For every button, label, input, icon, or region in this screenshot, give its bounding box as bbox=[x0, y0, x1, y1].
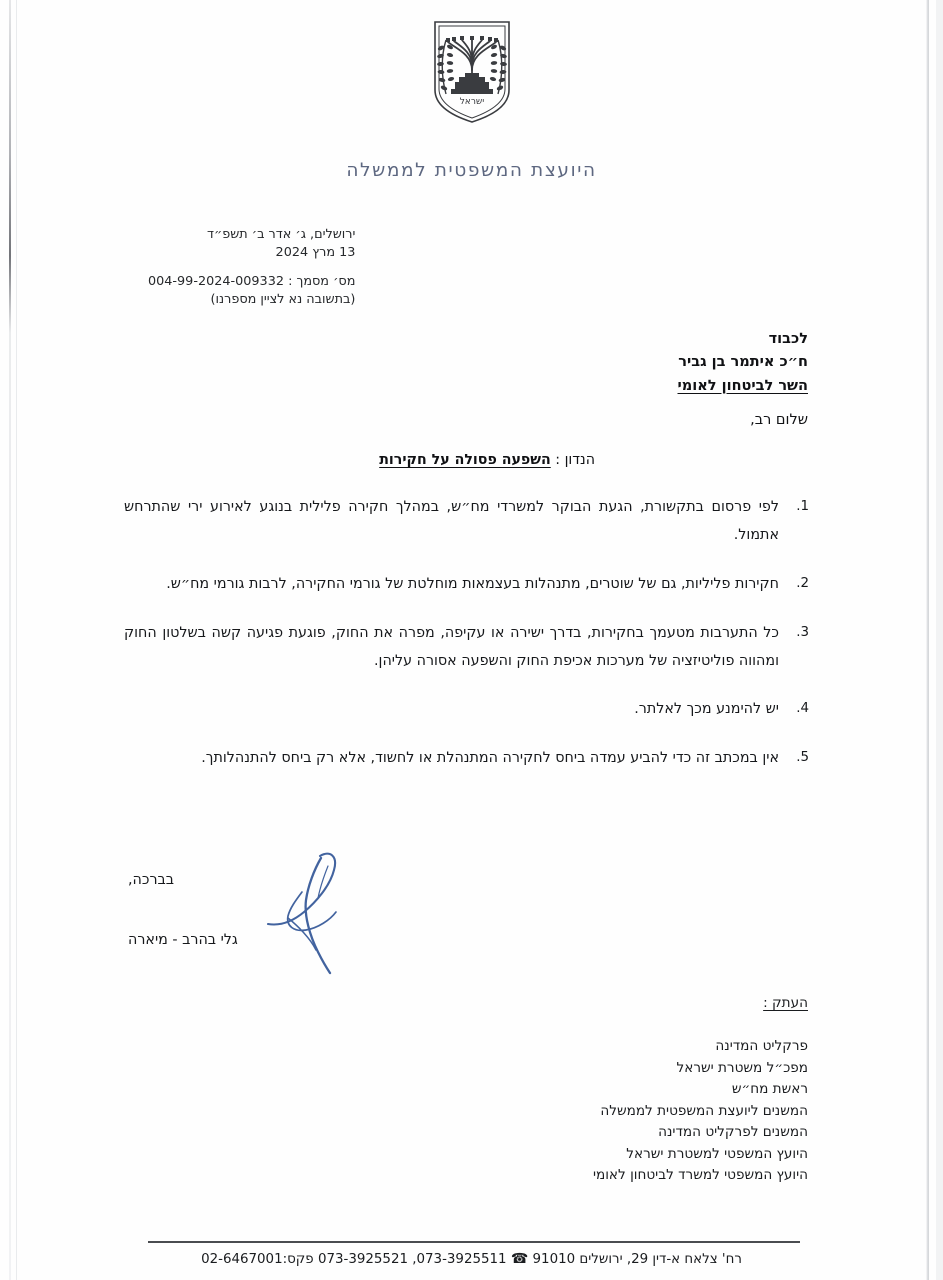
addressee-block bbox=[678, 328, 809, 398]
footer-fax-number: 02-6467001 bbox=[201, 1252, 283, 1267]
cc-recipient: היועץ המשפטי למשרד לביטחון לאומי bbox=[592, 1167, 808, 1184]
clause-item bbox=[124, 571, 809, 599]
cc-recipient: היועץ המשפטי למשטרת ישראל bbox=[626, 1145, 808, 1162]
addressee-salutation: לכבוד bbox=[768, 331, 808, 347]
cc-recipient-list bbox=[593, 1036, 808, 1186]
clause-item bbox=[124, 620, 809, 676]
telephone-icon: ☎ bbox=[510, 1251, 529, 1267]
cc-recipient: ראשת מח״ש bbox=[731, 1081, 808, 1098]
clause-marker: .2 bbox=[796, 575, 809, 591]
clause-item bbox=[124, 745, 809, 773]
clause-text: יש להימנע מכך לאלתר. bbox=[634, 701, 779, 718]
footer-address: רח' צלאח א-דין 29, ירושלים 91010 bbox=[532, 1252, 742, 1267]
footer-phone-separator: , bbox=[412, 1252, 417, 1267]
clause-text: חקירות פליליות, גם של שוטרים, מתנהלות בעצמאות מוחלטת של גורמי החקירה, לרבות גורמי מח״ש. bbox=[166, 575, 779, 592]
signatory-name: גלי בהרב - מיארה bbox=[128, 932, 238, 948]
clause-text: לפי פרסום בתקשורת, הגעת הבוקר למשרדי מח״ש, במהלך חקירה פלילית בנוגע לאירוע ירי שהתרחש אתמול. bbox=[124, 499, 779, 543]
cc-recipient: המשנים ליועצת המשפטית לממשלה bbox=[600, 1102, 808, 1119]
clause-text: אין במכתב זה כדי להביע עמדה ביחס לחקירה המתנהלת או לחשוד, אלא רק ביחס להתנהלותך. bbox=[201, 750, 779, 767]
clause-marker: .3 bbox=[796, 624, 809, 640]
signature-block bbox=[128, 872, 358, 948]
subject-line bbox=[379, 452, 595, 468]
signature-closing: בברכה, bbox=[128, 872, 175, 888]
subject-label: הנדון : bbox=[555, 452, 595, 468]
addressee-name: ח״כ איתמר בן גביר bbox=[678, 354, 808, 371]
clause-list bbox=[124, 494, 811, 794]
footer-divider bbox=[148, 1241, 800, 1243]
clause-item bbox=[124, 494, 809, 550]
clause-marker: .5 bbox=[796, 750, 809, 766]
cc-recipient: פרקליט המדינה bbox=[715, 1038, 808, 1055]
letter-metadata bbox=[148, 226, 355, 310]
footer-phone-secondary: 073-3925521 bbox=[317, 1252, 408, 1267]
organization-title: היועצת המשפטית לממשלה bbox=[346, 160, 597, 181]
footer-phone-primary: 073-3925511 bbox=[416, 1252, 507, 1267]
reply-note: (בתשובה נא לציין מספרנו) bbox=[210, 292, 356, 308]
footer-contact bbox=[0, 1251, 943, 1267]
clause-marker: .1 bbox=[796, 499, 809, 514]
date-hebrew: ירושלים, ג׳ אדר ב׳ תשפ״ד bbox=[207, 227, 356, 242]
document-number-value: 004-99-2024-009332 bbox=[148, 274, 284, 290]
addressee-title: השר לביטחון לאומי bbox=[677, 377, 808, 394]
cc-title: העתק : bbox=[763, 995, 808, 1011]
emblem-caption: ישראל bbox=[459, 97, 484, 107]
subject-value: השפעה פסולה על חקירות bbox=[379, 452, 551, 468]
clause-text: כל התערבות מטעמך בחקירות, בדרך ישירה או עקיפה, מפרה את החוק, פוגעת פגיעה קשה בשלטון החוק ומהווה פוליטיזציה של מערכות אכיפת החוק והשפעה אסורה עליהן. bbox=[124, 624, 779, 669]
greeting: שלום רב, bbox=[750, 412, 808, 428]
cc-recipient: המשנים לפרקליט המדינה bbox=[658, 1124, 808, 1141]
footer-fax-label: פקס: bbox=[282, 1252, 314, 1267]
clause-item bbox=[124, 696, 809, 724]
document-number-line bbox=[148, 273, 355, 291]
israel-state-emblem-icon bbox=[429, 18, 515, 126]
document-number-label: מס׳ מסמך : bbox=[288, 274, 356, 290]
clause-marker: .4 bbox=[796, 701, 809, 717]
date-gregorian: 13 מרץ 2024 bbox=[275, 245, 356, 261]
letterhead bbox=[0, 0, 943, 181]
cc-recipient: מפכ״ל משטרת ישראל bbox=[676, 1059, 808, 1076]
cc-block bbox=[593, 993, 808, 1187]
